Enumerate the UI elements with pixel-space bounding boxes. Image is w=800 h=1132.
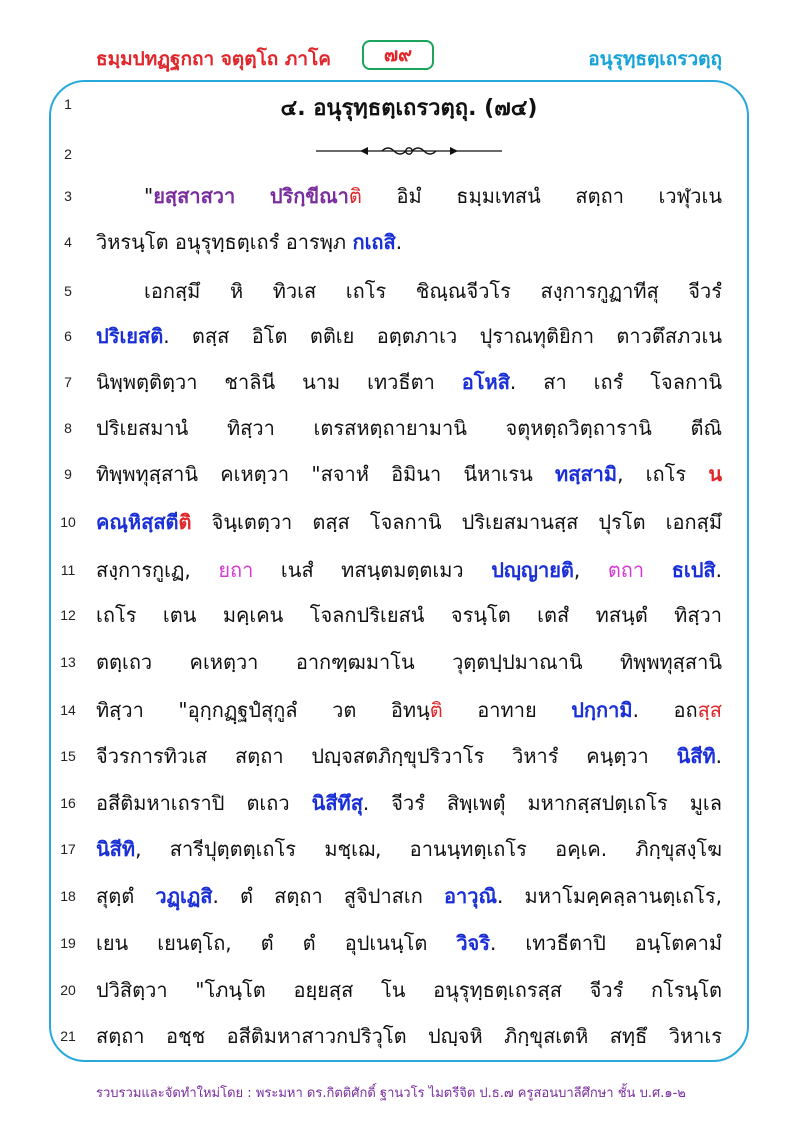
text-span: , สารีปุตฺตตฺเถโร มชฺเฌ, อานนฺทตฺเถโร อคฺเค. ภิกฺขุสงฺโฆ — [135, 837, 722, 861]
text-line-15 — [96, 740, 722, 772]
line-number: 1 — [64, 96, 72, 112]
ornament-divider — [316, 144, 502, 158]
text-line-17 — [96, 833, 722, 865]
text-line-8: ปริเยสมานํ ทิสฺวา เตรสหตฺถายามานิ จตุหตฺถวิตฺถารานิ ตีณิ — [96, 416, 722, 440]
line-number: 17 — [60, 841, 76, 857]
line-number: 15 — [60, 748, 76, 764]
line-number: 11 — [60, 562, 76, 578]
text-span: อสีติมหาเถราปิ ตเถว — [96, 791, 312, 815]
text-line-5: เอกสฺมึ หิ ทิวเส เถโร ชิณฺณจีวโร สงฺการกูฏาทีสุ จีวรํ — [144, 279, 722, 303]
verb-highlight: วฏฺเฏสิ — [155, 884, 213, 908]
text-span: . สา เถรํ โจลกานิ — [509, 370, 722, 394]
page-number: ๗๙ — [383, 44, 413, 66]
text-span: สุตฺตํ — [96, 884, 156, 908]
text-span: . — [395, 230, 403, 254]
text-span: เยน เยนตฺโถ, ตํ ตํ อุปเนนฺโต — [96, 931, 457, 955]
story-title: ๔. อนุรุทฺธตฺเถรวตฺถุ. (๗๔) — [280, 96, 538, 121]
verb-highlight: ปญฺญายติ — [491, 558, 574, 582]
line-number: 9 — [64, 466, 72, 482]
text-span: จินฺเตตฺวา ตสฺส โจลกานิ ปริเยสมานสฺส ปุรโต เอกสฺมึ — [191, 510, 722, 534]
footer-role: ครูสอนบาลีศึกษา ชั้น บ.ศ.๑-๒ — [517, 1086, 686, 1101]
text-span: นิพฺพตฺติตฺวา ชาลินี นาม เทวธีตา — [96, 370, 462, 394]
line-number: 7 — [64, 374, 72, 390]
text-span: อาทาย — [442, 698, 572, 722]
line-number: 8 — [64, 420, 72, 436]
verb-highlight: วิจริ — [456, 931, 491, 955]
verb-highlight: ปกฺกามิ — [571, 698, 633, 722]
text-span: . เทวธีตาปิ อนฺโตคามํ — [490, 931, 722, 955]
text-span: สงฺการกูเฏ, — [96, 558, 219, 582]
text-span: ทิพฺพทุสฺสานิ คเหตฺวา "สจาหํ อิมินา นีหาเรน — [96, 462, 556, 486]
conjunction-highlight: ตถา — [607, 558, 645, 582]
verb-highlight: นิสีทึสุ — [311, 791, 363, 815]
line-number: 20 — [60, 982, 76, 998]
iti-particle: ติ — [429, 698, 443, 722]
text-span — [644, 558, 672, 582]
text-line-3 — [96, 180, 722, 212]
text-line-4 — [96, 226, 722, 258]
line-number: 4 — [64, 234, 72, 250]
line-number: 18 — [60, 888, 76, 904]
line-number: 19 — [60, 935, 76, 951]
text-span: . มหาโมคฺคลฺลานตฺเถโร, — [497, 884, 722, 908]
line-number: 12 — [60, 607, 76, 623]
text-line-20: ปวิสิตฺวา "โภนฺโต อยฺยสฺส โน อนุรุทฺธตฺเถรสฺส จีวรํ กโรนฺโต — [96, 978, 722, 1002]
iti-particle: ติ — [348, 184, 362, 208]
line-number: 2 — [64, 146, 72, 162]
text-span: . — [715, 744, 722, 768]
text-line-6 — [96, 320, 722, 352]
text-line-13: ตตฺเถว คเหตฺวา อากฑฺฒมาโน วุตฺตปฺปมาณานิ ทิพฺพทุสฺสานิ — [96, 650, 722, 674]
footer-compiler: รวบรวมและจัดทำใหม่โดย : พระมหา ดร.กิตติศักดิ์ ฐานวโร ไมตรีจิต ป.ธ.๗ — [96, 1086, 514, 1101]
verb-highlight: ปริเยสติ — [96, 324, 164, 348]
verb-highlight: ธเปสิ — [671, 558, 716, 582]
iti-particle: ติ — [178, 510, 192, 534]
verb-highlight: อโหสิ — [461, 370, 510, 394]
quote-mark: " — [144, 184, 154, 208]
book-title: ธมฺมปทฏฺฐกถา จตุตฺโถ ภาโค — [96, 48, 332, 70]
page-number-box — [362, 40, 434, 70]
text-span: . ตสฺส อิโต ตติเย อตฺตภาเว ปุราณทุติยิกา ตาวตึสภวเน — [163, 324, 722, 348]
verb-highlight: อาวุณิ — [443, 884, 498, 908]
line-number: 13 — [60, 654, 76, 670]
text-line-14 — [96, 694, 722, 726]
text-span: . จีวรํ สิพฺเพตุํ มหากสฺสปตฺเถโร มูเล — [362, 791, 722, 815]
text-span: เนสํ ทสนฺตมตฺตเมว — [253, 558, 492, 582]
text-line-18 — [96, 880, 722, 912]
line-number: 3 — [64, 188, 72, 204]
text-span: จีวรการทิวเส สตฺถา ปญฺจสตภิกฺขุปริวาโร วิหารํ คนฺตฺวา — [96, 744, 677, 768]
line-number: 10 — [60, 514, 76, 530]
text-span: วิหรนฺโต อนุรุทฺธตฺเถรํ อารพฺภ — [96, 230, 353, 254]
text-span: ทิสฺวา "อุกฺกฏฺฐปํสุกูลํ วต อิทนฺ — [96, 698, 430, 722]
line-number: 6 — [64, 328, 72, 344]
verb-highlight: ทสฺสามิ — [555, 462, 618, 486]
verb-highlight: คณฺหิสฺสตี — [96, 510, 179, 534]
verb-highlight: นิสีทิ — [96, 837, 136, 861]
text-line-12: เถโร เตน มคฺเคน โจลกปริเยสนํ จรนฺโต เตสํ ทสนฺตํ ทิสฺวา — [96, 603, 722, 627]
suffix-highlight: สฺส — [697, 698, 723, 722]
text-line-11 — [96, 554, 722, 586]
text-span: . — [715, 558, 722, 582]
text-span: , เถโร — [617, 462, 709, 486]
verse-phrase: ยสฺสาสวา — [153, 184, 236, 208]
line-number: 21 — [60, 1028, 76, 1044]
verse-phrase: ปริกฺขีณา — [269, 184, 349, 208]
text-line-16 — [96, 787, 722, 819]
verb-highlight: กเถสิ — [352, 230, 396, 254]
text-line-21: สตฺถา อชฺช อสีติมหาสาวกปริวุโต ปญฺจหิ ภิกฺขุสเตหิ สทฺธึ วิหาเร — [96, 1024, 722, 1048]
line-number: 5 — [64, 283, 72, 299]
section-title: อนุรุทฺธตฺเถรวตฺถุ — [588, 48, 722, 70]
text-span: อิมํ ธมฺมเทสนํ สตฺถา เวฬุวเน — [396, 184, 723, 208]
conjunction-highlight: ยถา — [218, 558, 254, 582]
verb-highlight: นิสีทิ — [676, 744, 716, 768]
text-line-7 — [96, 366, 722, 398]
text-line-19 — [96, 927, 722, 959]
negation-highlight: น — [708, 462, 722, 486]
text-span: . อถ — [632, 698, 698, 722]
line-number: 16 — [60, 795, 76, 811]
text-line-10 — [96, 506, 722, 538]
page-footer — [96, 1082, 686, 1103]
line-number: 14 — [60, 702, 76, 718]
text-span: , — [573, 558, 608, 582]
text-line-9 — [96, 458, 722, 490]
text-span: . ตํ สตฺถา สูจิปาสเก — [212, 884, 444, 908]
